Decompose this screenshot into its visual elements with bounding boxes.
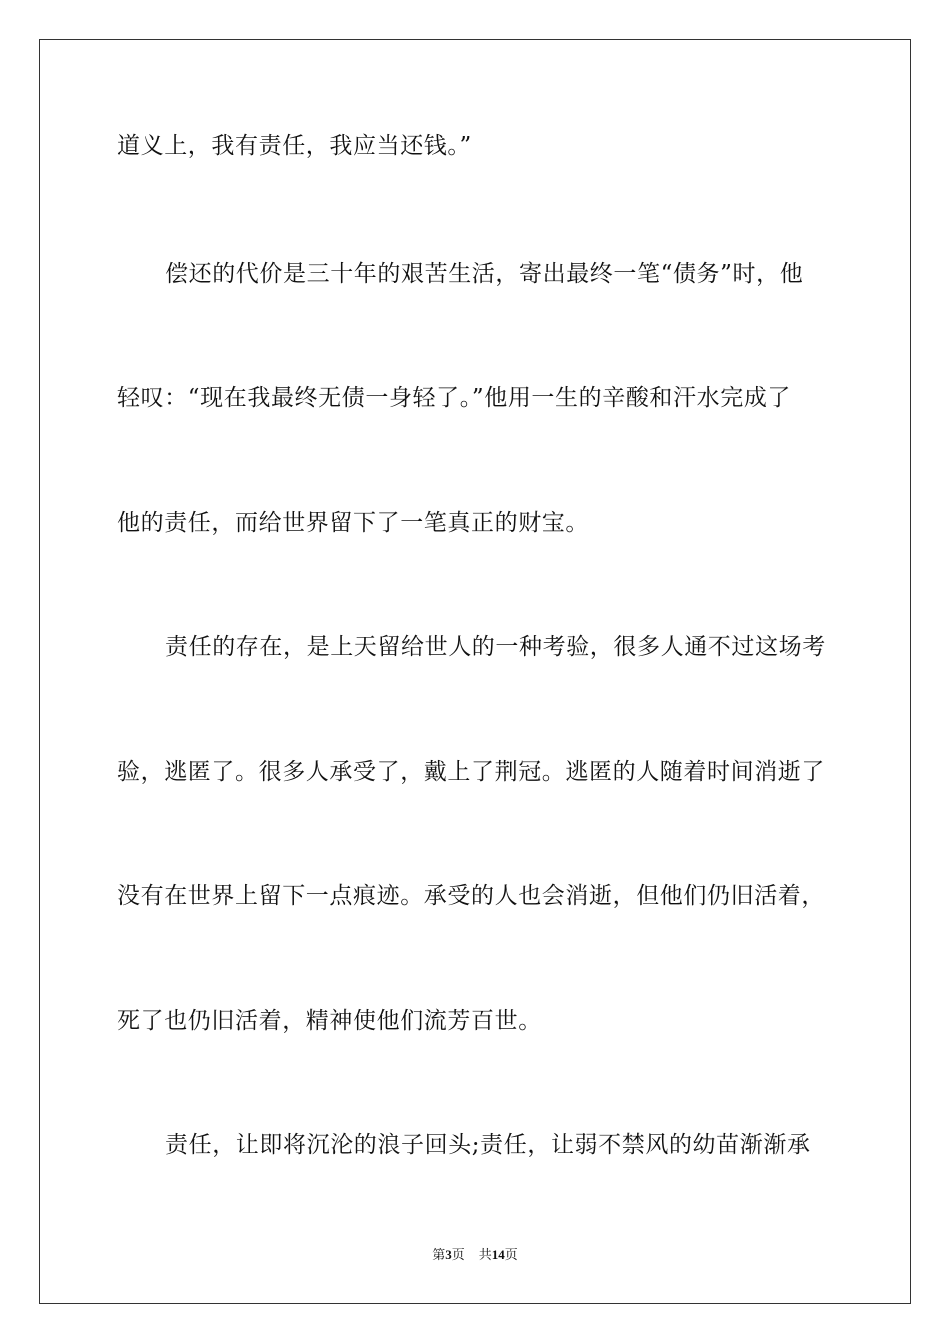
text-line-2: 偿还的代价是三十年的艰苦生活，寄出最终一笔“债务”时，他 [165, 261, 804, 287]
text-line-4: 他的责任，而给世界留下了一笔真正的财宝。 [117, 510, 589, 536]
total-suffix: 页 [504, 1247, 518, 1262]
page-prefix: 第 [432, 1247, 446, 1262]
text-line-3: 轻叹：“现在我最终无债一身轻了。”他用一生的辛酸和汗水完成了 [117, 385, 792, 411]
text-line-5: 责任的存在，是上天留给世人的一种考验，很多人通不过这场考 [165, 634, 826, 660]
page-suffix: 页 [451, 1247, 465, 1262]
text-line-8: 死了也仍旧活着，精神使他们流芳百世。 [117, 1008, 542, 1034]
total-prefix: 共 [478, 1247, 492, 1262]
page-border [39, 39, 911, 1304]
total-page-count: 14 [491, 1247, 505, 1262]
text-line-9: 责任，让即将沉沦的浪子回头;责任，让弱不禁风的幼苗渐渐承 [165, 1132, 811, 1158]
text-line-1: 道义上，我有责任，我应当还钱。” [117, 133, 472, 159]
current-page-number: 3 [445, 1247, 452, 1262]
text-line-6: 验，逃匿了。很多人承受了，戴上了荆冠。逃匿的人随着时间消逝了 [117, 759, 825, 785]
page-footer [0, 1245, 950, 1265]
text-line-7: 没有在世界上留下一点痕迹。承受的人也会消逝，但他们仍旧活着， [117, 883, 825, 909]
